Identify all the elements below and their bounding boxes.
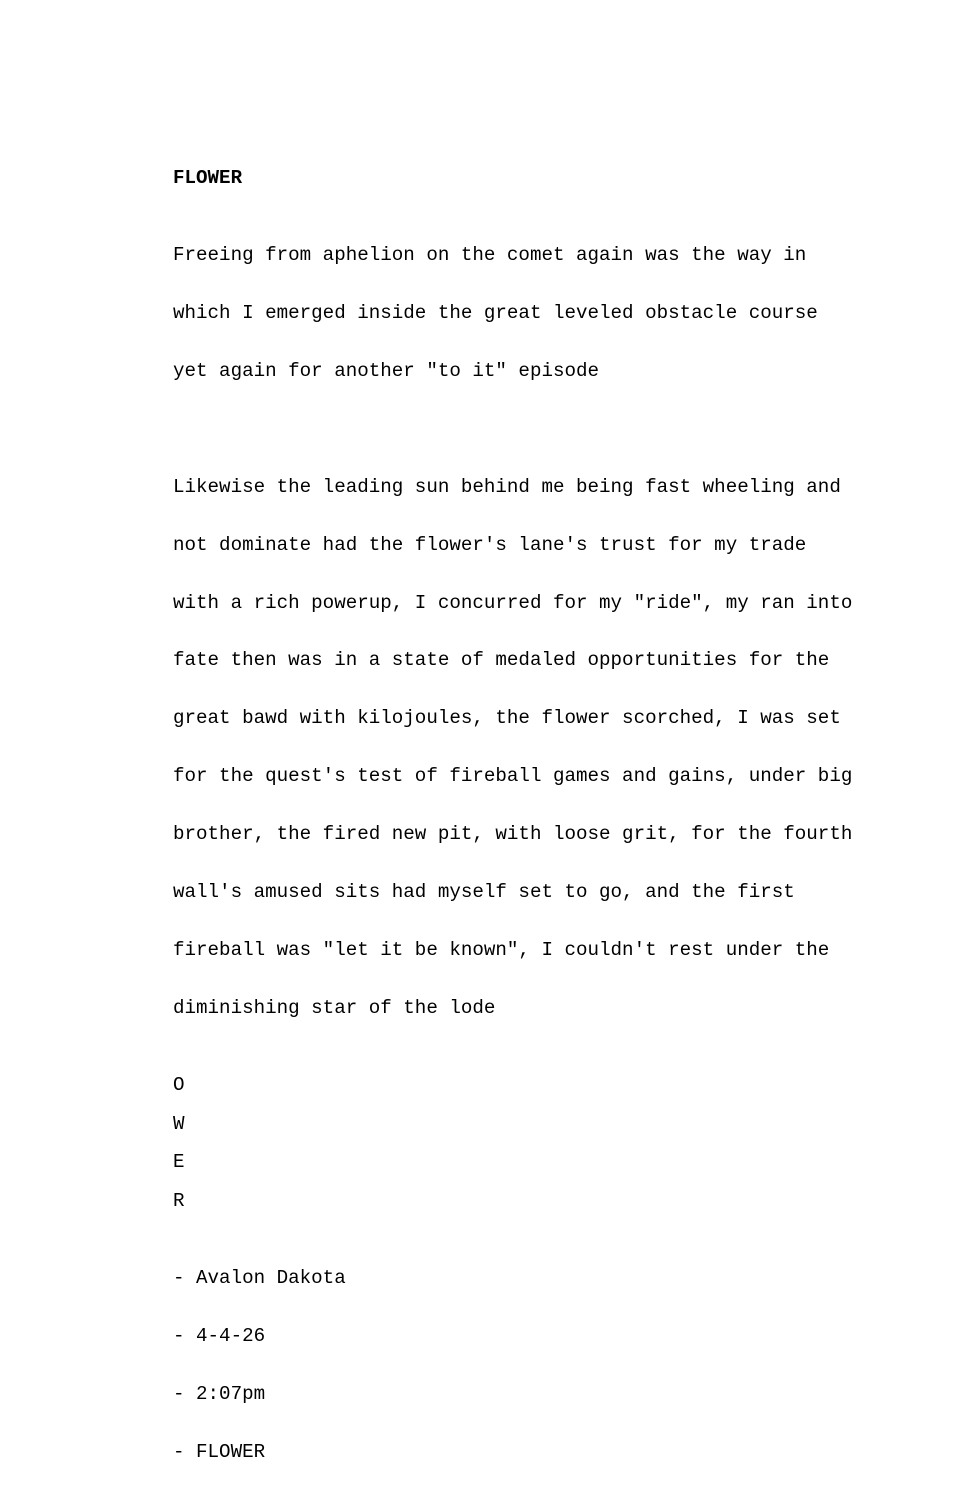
signature-author: - Avalon Dakota bbox=[173, 1266, 346, 1289]
paragraph-line: great bawd with kilojoules, the flower scorched, I was set bbox=[173, 707, 841, 730]
letter-r: R bbox=[173, 1189, 185, 1212]
spacer bbox=[173, 1095, 893, 1114]
signature-block bbox=[173, 1230, 893, 1500]
paragraph-line: Likewise the leading sun behind me being fast wheeling and bbox=[173, 475, 841, 498]
paragraph-line: yet again for another "to it" episode bbox=[173, 359, 600, 382]
paragraph-1 bbox=[173, 208, 893, 420]
paragraph-line: fate then was in a state of medaled opportunities for the bbox=[173, 649, 830, 672]
spacer bbox=[173, 1134, 893, 1153]
signature-date: - 4-4-26 bbox=[173, 1324, 266, 1347]
paragraph-line: diminishing star of the lode bbox=[173, 996, 496, 1019]
paragraph-line: fireball was "let it be known", I couldn't rest under the bbox=[173, 938, 830, 961]
letter-e: E bbox=[173, 1151, 185, 1174]
spacer bbox=[173, 1211, 893, 1230]
paragraph-line: with a rich powerup, I concurred for my "ride", my ran into bbox=[173, 591, 853, 614]
signature-time: - 2:07pm bbox=[173, 1382, 266, 1405]
document-page bbox=[173, 169, 893, 1500]
letter-o: O bbox=[173, 1073, 185, 1096]
paragraph-2 bbox=[173, 439, 893, 1057]
spacer bbox=[173, 1057, 893, 1076]
spacer bbox=[173, 188, 893, 207]
letter-w: W bbox=[173, 1112, 185, 1135]
spacer bbox=[173, 1172, 893, 1191]
paragraph-line: wall's amused sits had myself set to go, and the first bbox=[173, 880, 795, 903]
paragraph-line: Freeing from aphelion on the comet again was the way in bbox=[173, 244, 807, 267]
paragraph-line: not dominate had the flower's lane's trust for my trade bbox=[173, 533, 807, 556]
signature-title: - FLOWER bbox=[173, 1440, 266, 1463]
paragraph-line: for the quest's test of fireball games and gains, under big bbox=[173, 765, 853, 788]
paragraph-line: brother, the fired new pit, with loose grit, for the fourth bbox=[173, 823, 853, 846]
spacer bbox=[173, 420, 893, 439]
document-title: FLOWER bbox=[173, 167, 243, 189]
paragraph-line: which I emerged inside the great leveled obstacle course bbox=[173, 302, 818, 325]
